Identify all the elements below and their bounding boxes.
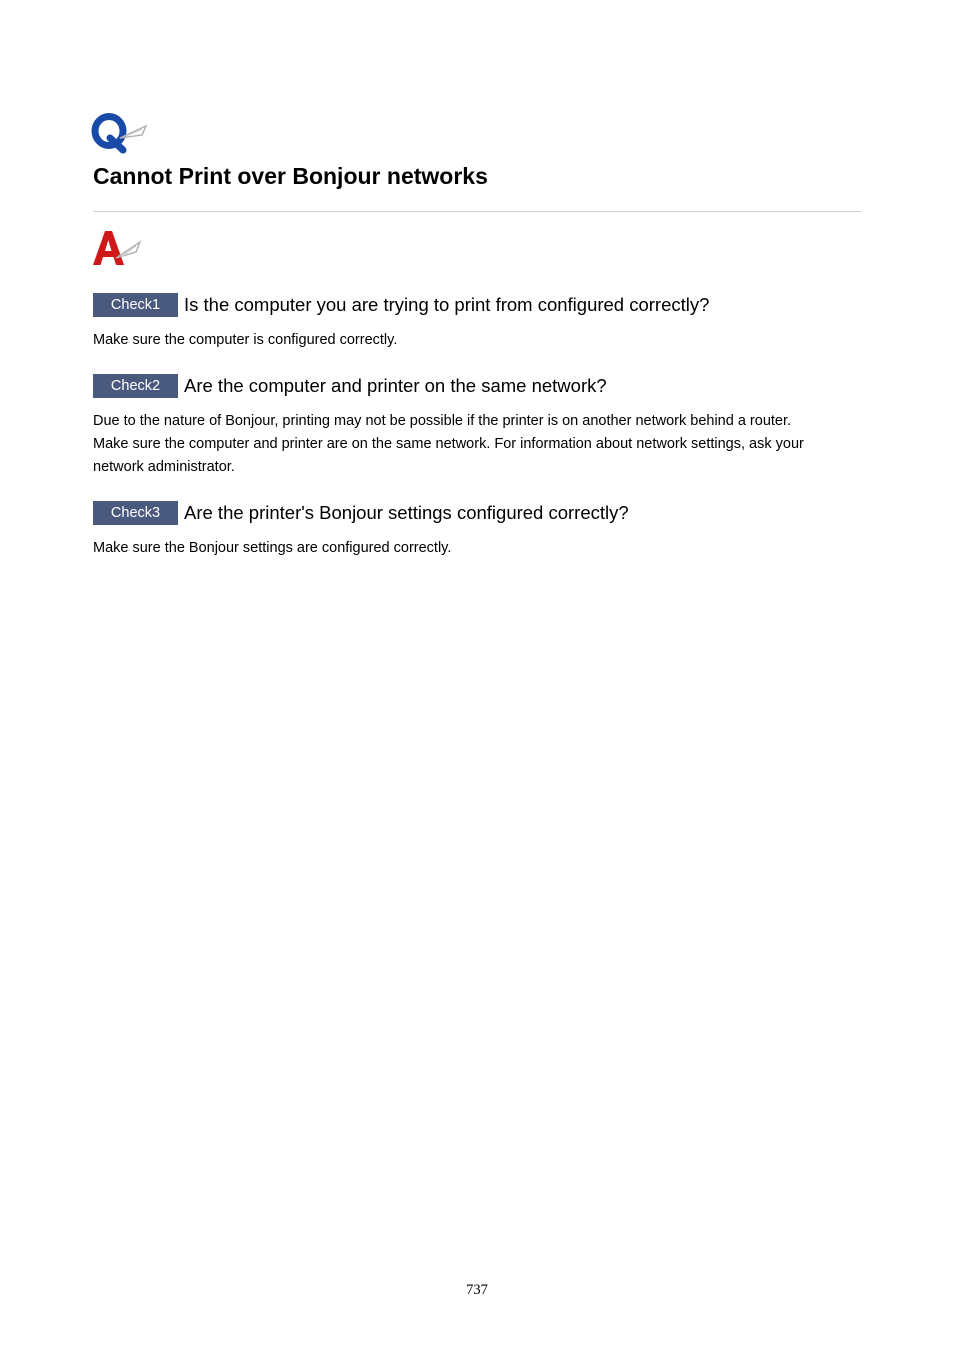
check1-heading xyxy=(93,292,709,318)
divider xyxy=(93,211,861,212)
check2-body-line: network administrator. xyxy=(93,459,235,475)
check2-heading xyxy=(93,373,607,399)
check2-body-line: Due to the nature of Bonjour, printing may not be possible if the printer is on another network behind a router. xyxy=(93,413,792,429)
page-title: Cannot Print over Bonjour networks xyxy=(93,163,488,189)
question-q-icon xyxy=(90,112,150,154)
check2-body xyxy=(93,410,863,479)
check1-badge: Check1 xyxy=(93,293,178,317)
check3-question: Are the printer's Bonjour settings configured correctly? xyxy=(184,502,629,523)
check2-body-line: Make sure the computer and printer are on the same network. For information about network settings, ask your xyxy=(93,436,804,452)
check3-body: Make sure the Bonjour settings are configured correctly. xyxy=(93,540,452,556)
check1-question: Is the computer you are trying to print from configured correctly? xyxy=(184,294,710,315)
check1-body: Make sure the computer is configured correctly. xyxy=(93,332,398,348)
check3-heading xyxy=(93,500,629,526)
page-number: 737 xyxy=(466,1282,488,1298)
check2-question: Are the computer and printer on the same network? xyxy=(184,375,607,396)
check2-badge: Check2 xyxy=(93,374,178,398)
answer-a-icon xyxy=(90,228,144,268)
check3-badge: Check3 xyxy=(93,501,178,525)
